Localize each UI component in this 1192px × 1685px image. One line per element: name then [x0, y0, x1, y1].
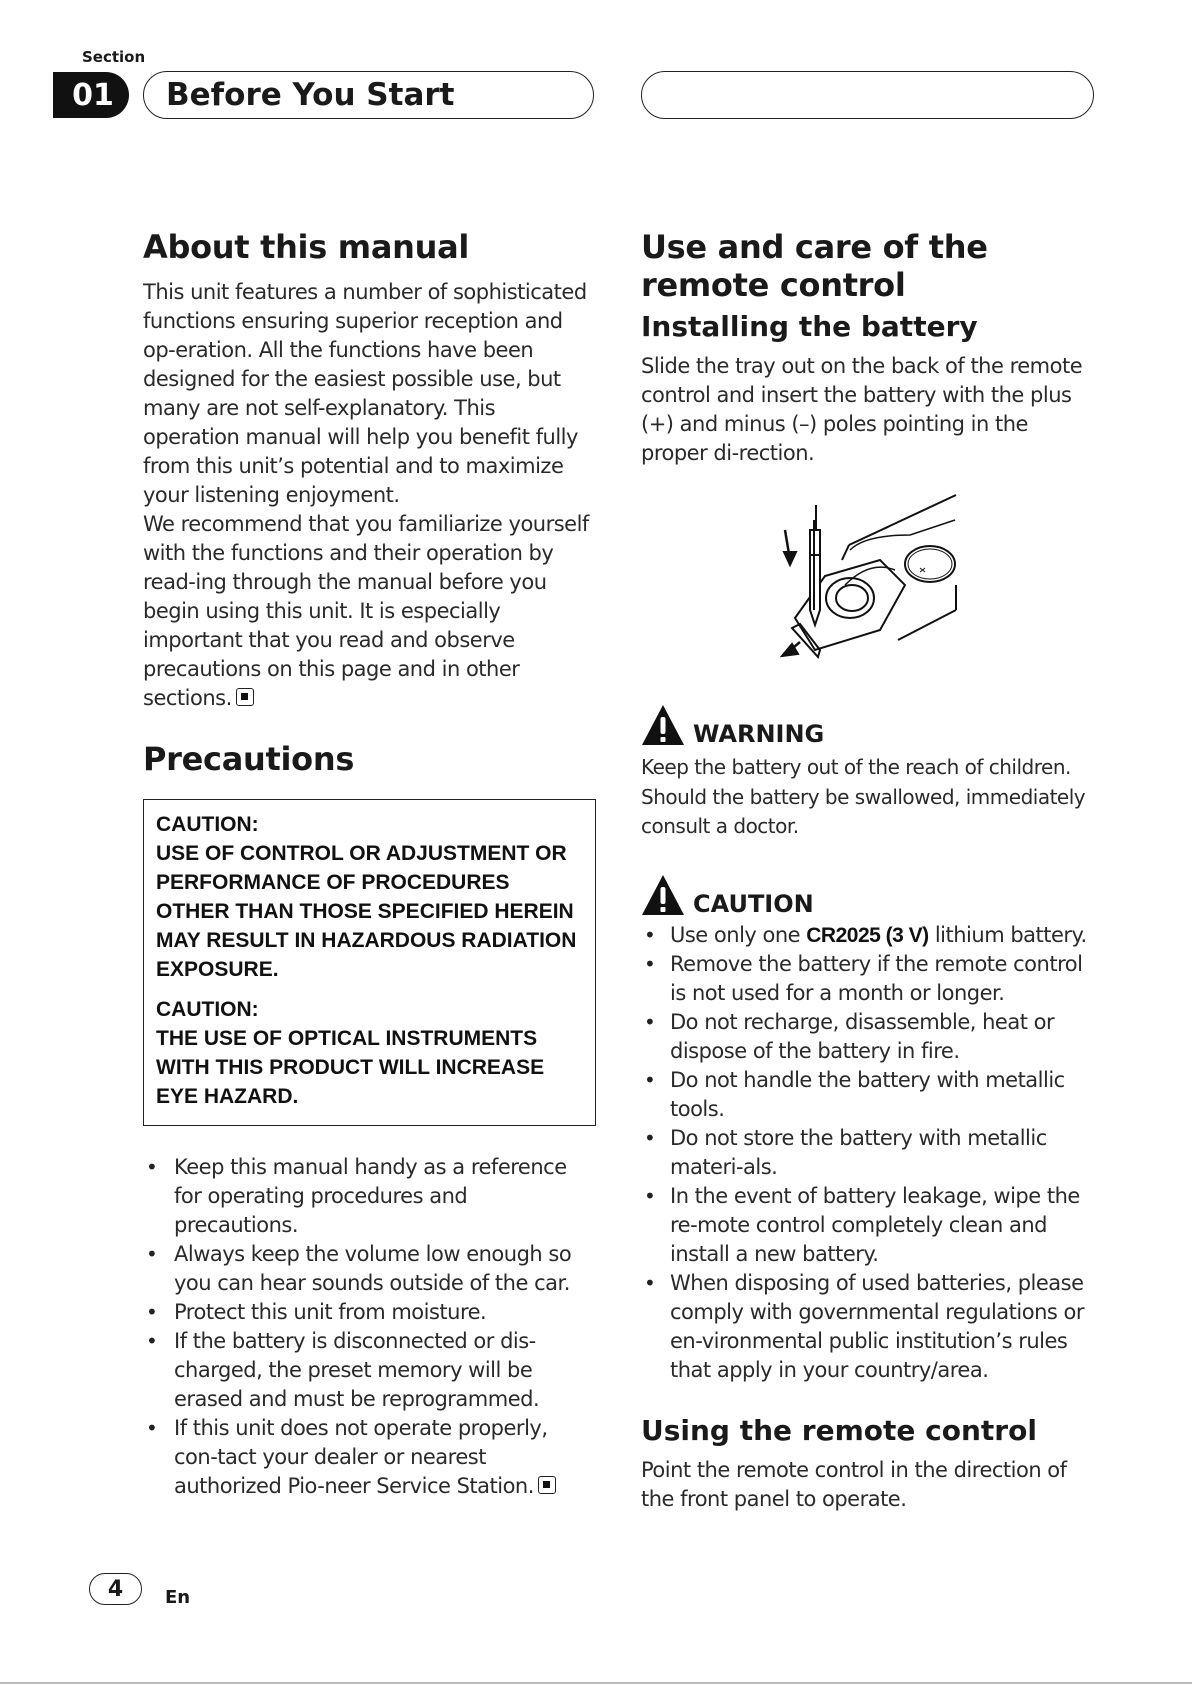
warning-label: WARNING: [693, 720, 825, 748]
bottom-rule: [0, 1682, 1192, 1684]
precautions-heading: Precautions: [143, 740, 355, 778]
list-item-text: If this unit does not operate properly, con-tact your dealer or nearest authorized Pio-neer Service Station.: [174, 1416, 548, 1498]
about-paragraph-2: [143, 510, 595, 713]
list-item: • In the event of battery leakage, wipe the re-mote control completely clean and install a new battery.: [641, 1182, 1095, 1269]
remote-heading: Use and care of the remote control: [641, 228, 988, 304]
about-heading: About this manual: [143, 228, 470, 266]
using-remote-heading: Using the remote control: [641, 1414, 1037, 1447]
list-item: • Always keep the volume low enough so you can hear sounds outside of the car.: [143, 1240, 595, 1298]
using-remote-section: [641, 1414, 1095, 1514]
warning-block: [641, 703, 1095, 842]
empty-header-pill: [641, 71, 1094, 119]
caution-item-text: lithium battery.: [928, 923, 1087, 947]
list-item: • Keep this manual handy as a reference for operating procedures and precautions.: [143, 1153, 595, 1240]
caution-2-title: CAUTION:: [156, 998, 259, 1021]
list-item: • When disposing of used batteries, please comply with governmental regulations or en-vironmental public institution’s rules that apply in your country/area.: [641, 1269, 1095, 1385]
precautions-list-wrap: [143, 1153, 595, 1501]
end-of-section-icon: [538, 1476, 556, 1494]
precautions-list: [143, 1153, 595, 1501]
battery-model: CR2025 (3 V): [806, 924, 929, 947]
list-item: • Do not handle the battery with metallic tools.: [641, 1066, 1095, 1124]
language-label: En: [165, 1587, 191, 1608]
list-item: • Protect this unit from moisture.: [143, 1298, 595, 1327]
caution-list: [641, 921, 1095, 1385]
about-paragraph-1: This unit features a number of sophisticated functions ensuring superior reception and op-eration. All the functions have been designed for the easiest possible use, but many are not self-explanatory. This operation manual will help you benefit fully from this unit’s potential and to maximize your listening enjoyment.: [143, 280, 587, 507]
list-item: • Do not recharge, disassemble, heat or dispose of the battery in fire.: [641, 1008, 1095, 1066]
list-item: • If the battery is disconnected or dis-charged, the preset memory will be erased and must be reprogrammed.: [143, 1327, 595, 1414]
warning-header: [641, 703, 1095, 747]
page-number: 4: [89, 1573, 142, 1605]
list-item: • Remove the battery if the remote control is not used for a month or longer.: [641, 950, 1095, 1008]
remote-section: [641, 228, 1095, 468]
list-item: • Do not store the battery with metallic materi-als.: [641, 1124, 1095, 1182]
precautions-heading-wrap: [143, 740, 595, 778]
caution-item-text: Use only one: [670, 923, 807, 947]
section-title: [143, 71, 594, 119]
warning-triangle-icon: [641, 873, 685, 917]
section-label: Section: [82, 48, 146, 66]
section-title-text: Before You Start: [166, 77, 455, 113]
caution-label: CAUTION: [693, 890, 814, 918]
caution-block: [641, 873, 1095, 1385]
using-remote-text: Point the remote control in the direction of the front panel to operate.: [641, 1458, 1067, 1511]
caution-header: [641, 873, 1095, 917]
warning-text: Keep the battery out of the reach of children. Should the battery be swallowed, immediately consult a doctor.: [641, 755, 1086, 838]
about-paragraph-2-text: We recommend that you familiarize yourself with the functions and their operation by read-ing through the manual before you begin using this unit. It is especially important that you read and observe precautions on this page and in other sections.: [143, 512, 589, 710]
section-number-badge: 01: [53, 72, 129, 118]
laser-caution-box: [143, 799, 596, 1126]
warning-triangle-icon: [641, 703, 685, 747]
install-battery-heading: Installing the battery: [641, 310, 978, 343]
end-of-section-icon: [236, 688, 254, 706]
list-item: [641, 921, 1095, 950]
caution-1-title: CAUTION:: [156, 813, 259, 836]
install-battery-text: Slide the tray out on the back of the remote control and insert the battery with the plus (+) and minus (–) poles pointing in the proper di-rection.: [641, 354, 1083, 465]
caution-1-text: USE OF CONTROL OR ADJUSTMENT OR PERFORMANCE OF PROCEDURES OTHER THAN THOSE SPECIFIED HEREIN MAY RESULT IN HAZARDOUS RADIATION EXPOSURE.: [156, 842, 577, 981]
caution-2-text: THE USE OF OPTICAL INSTRUMENTS WITH THIS PRODUCT WILL INCREASE EYE HAZARD.: [156, 1027, 545, 1108]
about-section: [143, 228, 595, 713]
battery-tray-illustration: [770, 490, 970, 665]
list-item: [143, 1414, 595, 1501]
